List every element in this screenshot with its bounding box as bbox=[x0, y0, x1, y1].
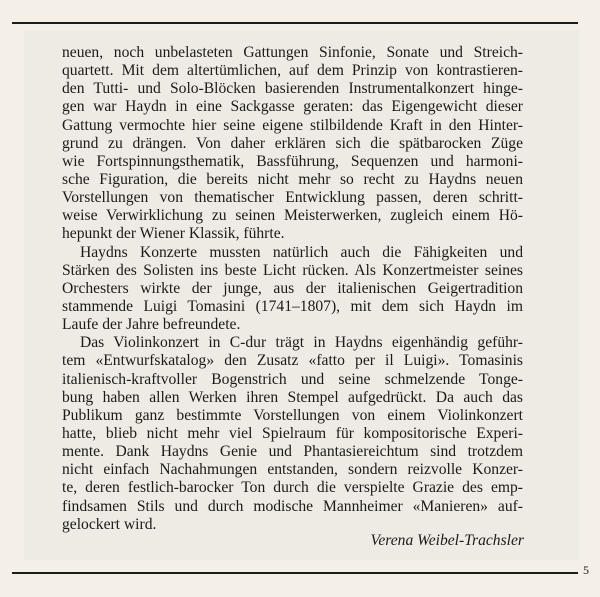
text-line: gelockert wird. bbox=[62, 515, 157, 533]
text-line: nicht einfach Nachahmungen entstanden, sondern reizvolle Konzer- bbox=[62, 461, 523, 479]
text-line: tem «Entwurfskatalog» den Zusatz «fatto per il Luigi». Tomasinis bbox=[62, 352, 523, 370]
text-line: quartett. Mit dem altertümlichen, auf dem Prinzip von kontrastieren- bbox=[62, 62, 523, 80]
text-line: Vorstellungen von thematischer Entwicklung passen, deren schritt- bbox=[62, 189, 523, 207]
text-line: Haydns Konzerte mussten natürlich auch die Fähigkeiten und bbox=[80, 243, 523, 261]
text-line: den Tutti- und Solo-Blöcken basierenden Instrumentalkonzert hinge- bbox=[62, 80, 523, 98]
paragraph bbox=[62, 44, 523, 244]
text-line: te, deren festlich-barocker Ton durch die verspielte Grazie des emp- bbox=[62, 479, 523, 497]
text-line: Stärken des Solisten ins beste Licht rücken. Als Konzertmeister seines bbox=[62, 261, 523, 279]
text-line: Orchesters wirkte der junge, aus der italienischen Geigertradition bbox=[62, 279, 523, 297]
text-line: Gattung vermochte hier seine eigene stilbildende Kraft in den Hinter- bbox=[62, 116, 523, 134]
text-line: wie Fortspinnungsthematik, Bassführung, Sequenzen und harmoni- bbox=[62, 152, 523, 170]
paragraph bbox=[62, 244, 523, 335]
text-line: mente. Dank Haydns Genie und Phantasiereichtum sind trotzdem bbox=[62, 443, 523, 461]
bottom-rule bbox=[12, 572, 578, 574]
text-line: bung haben allen Werken ihren Stempel aufgedrückt. Da auch das bbox=[62, 388, 523, 406]
text-line: Publikum ganz bestimmte Vorstellungen von einem Violinkonzert bbox=[62, 406, 523, 424]
text-line: weise Verwirklichung zu seinen Meisterwerken, zugleich einem Hö- bbox=[62, 207, 523, 225]
text-line: neuen, noch unbelasteten Gattungen Sinfonie, Sonate und Streich- bbox=[62, 44, 523, 61]
author-signature: Verena Weibel-Trachsler bbox=[370, 532, 524, 549]
text-line: findsamen Stils und durch modische Mannheimer «Manieren» auf- bbox=[62, 497, 523, 515]
text-line: italienisch-kraftvoller Bogenstrich und seine schmelzende Tonge- bbox=[62, 370, 523, 388]
page-number: 5 bbox=[583, 563, 589, 577]
body-text bbox=[62, 44, 523, 534]
text-line: grund zu drängen. Von daher erklären sich die spätbarocken Züge bbox=[62, 134, 523, 152]
text-line: Das Violinkonzert in C-dur trägt in Haydns eigenhändig geführ- bbox=[80, 334, 523, 352]
text-line: Laufe der Jahre befreundete. bbox=[62, 316, 241, 334]
text-line: hatte, blieb nicht mehr viel Spielraum für kompositorische Experi- bbox=[62, 424, 523, 442]
top-rule bbox=[12, 22, 578, 24]
text-line: stammende Luigi Tomasini (1741–1807), mit dem sich Haydn im bbox=[62, 297, 523, 315]
text-line: gen war Haydn in eine Sackgasse geraten: das Eigengewicht dieser bbox=[62, 98, 523, 116]
paragraph bbox=[62, 334, 523, 534]
text-line: hepunkt der Wiener Klassik, führte. bbox=[62, 225, 285, 243]
text-line: sche Figuration, die bereits nicht mehr so recht zu Haydns neuen bbox=[62, 170, 523, 188]
